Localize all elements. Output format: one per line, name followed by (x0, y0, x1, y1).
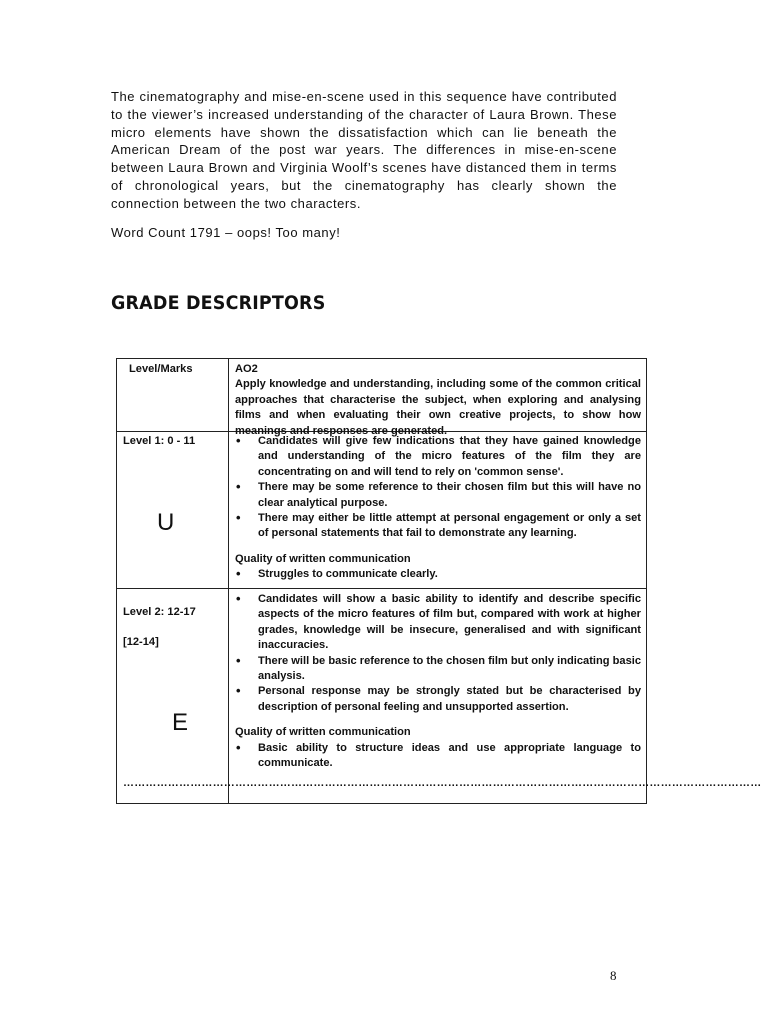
level2-dotted-line-left: ………………………… (123, 777, 235, 789)
section-heading: GRADE DESCRIPTORS (111, 292, 326, 314)
level2-grade: E (172, 709, 189, 736)
level1-qwc-bullet: • Struggles to communicate clearly. (235, 567, 641, 582)
level2-qwc-title: Quality of written communication (235, 726, 411, 739)
level2-bullet: • Personal response may be strongly stated but be characterised by description of personal feeling and unsupported assertion. (235, 684, 641, 715)
header-level-marks: Level/Marks (129, 363, 193, 375)
level2-bullet: • There will be basic reference to the chosen film but only indicating basic analysis. (235, 654, 641, 685)
level2-dotted-line-right: …………………………………………………………………………………………………………………………… (235, 777, 761, 789)
level1-descriptor (235, 434, 641, 583)
level1-bullet: • There may be some reference to their chosen film but this will have no clear analytical purpose. (235, 480, 641, 511)
level2-label: Level 2: 12-17 (123, 606, 196, 618)
level2-sublabel: [12-14] (123, 636, 159, 648)
header-ao2 (235, 362, 641, 439)
row-divider (117, 588, 646, 589)
word-count-note: Word Count 1791 – oops! Too many! (111, 225, 341, 240)
grade-descriptors-table (116, 358, 761, 804)
level1-label: Level 1: 0 - 11 (123, 435, 196, 447)
body-paragraph: The cinematography and mise-en-scene used in this sequence have contributed to the viewer’s increased understanding of the character of Laura Brown. These micro elements have shown the dissatisfaction which can lie beneath the American Dream of the post war years. The differences in mise-en-scene between Laura Brown and Virginia Woolf’s scenes have distanced them in terms of chronological years, but the cinematography has clearly shown the connection between the two characters. (111, 89, 617, 211)
level2-descriptor (235, 592, 641, 771)
column-divider (228, 359, 229, 803)
level1-bullet: • Candidates will give few indications that they have gained knowledge and understanding of the micro features of the film they are concentrating on and will tend to rely on 'common sense'. (235, 434, 641, 480)
level1-bullet: • There may either be little attempt at personal engagement or only a set of personal statements that fail to demonstrate any learning. (235, 511, 641, 542)
ao2-title: AO2 (235, 363, 258, 375)
level2-qwc-bullet: • Basic ability to structure ideas and use appropriate language to communicate. (235, 741, 641, 772)
level1-grade: U (157, 509, 175, 536)
page-number: 8 (610, 968, 617, 983)
ao2-description: Apply knowledge and understanding, including some of the common critical approaches that characterise the subject, when exploring and analysing films and when evaluating their own creative projects, to show how meanings and responses are generated. (235, 378, 641, 437)
level2-bullet: • Candidates will show a basic ability to identify and describe specific aspects of the micro features of film but, compared with work at higher grades, knowledge will be insecure, generalised and with significant inaccuracies. (235, 592, 641, 654)
level1-qwc-title: Quality of written communication (235, 552, 411, 565)
